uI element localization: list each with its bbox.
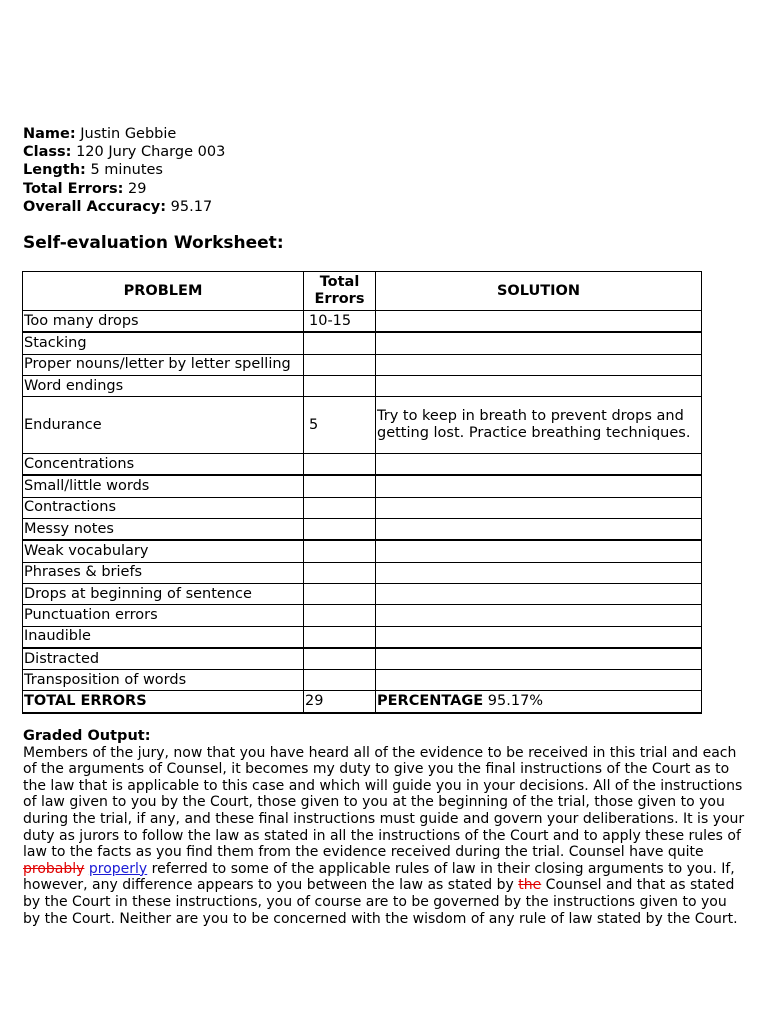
errors-cell — [304, 670, 376, 691]
total-errors-header-line2: Errors — [314, 291, 365, 307]
errors-cell — [304, 605, 376, 626]
table-header-row — [23, 272, 702, 311]
problem-cell: Inaudible — [23, 626, 304, 648]
solution-cell: Try to keep in breath to prevent drops and getting lost. Practice breathing techniques. — [376, 397, 702, 454]
problem-cell: Contractions — [23, 497, 304, 518]
inserted-word: properly — [88, 860, 148, 877]
strikethrough-word: the — [518, 877, 542, 894]
percentage-cell — [376, 691, 702, 713]
solution-cell — [376, 497, 702, 518]
name-label: Name: — [23, 126, 76, 142]
table-row — [23, 626, 702, 648]
solution-cell — [376, 454, 702, 476]
errors-cell — [304, 626, 376, 648]
table-row — [23, 583, 702, 604]
table-row — [23, 605, 702, 626]
errors-cell — [304, 497, 376, 518]
solution-cell — [376, 626, 702, 648]
accuracy-value: 95.17 — [170, 198, 213, 215]
errors-cell — [304, 375, 376, 396]
solution-cell — [376, 583, 702, 604]
length-line — [23, 161, 225, 179]
errors-cell — [304, 648, 376, 670]
solution-cell — [376, 648, 702, 670]
percentage-label: PERCENTAGE — [377, 693, 484, 710]
solution-cell — [376, 332, 702, 354]
graded-text-part-1: Members of the jury, now that you have heard all of the evidence to be received in this trial and each of the arguments of Counsel, it becomes my duty to give you the final instructions of the Court as to the law that is applicable to this case and which will guide you in your decisions. All of the instructions of law given to you by the Court, those given to you at the beginning of the trial, those given to you during the trial, if any, and these final instructions must guide and govern your deliberations. It is your duty as jurors to follow the law as stated in all the instructions of the Court and to apply these rules of law to the facts as you find them from the evidence received during the trial. Counsel have quite — [23, 744, 745, 861]
table-body — [23, 311, 702, 713]
problem-cell: Messy notes — [23, 519, 304, 541]
errors-cell — [304, 354, 376, 375]
problem-cell: Too many drops — [23, 311, 304, 333]
graded-output-title: Graded Output: — [23, 728, 151, 744]
total-errors-value: 29 — [128, 180, 147, 197]
table-row — [23, 354, 702, 375]
errors-cell — [304, 540, 376, 562]
table-row — [23, 670, 702, 691]
total-row — [23, 691, 702, 713]
class-line — [23, 143, 225, 161]
problem-header: PROBLEM — [23, 272, 304, 311]
length-value: 5 minutes — [90, 162, 163, 179]
solution-header: SOLUTION — [376, 272, 702, 311]
solution-cell — [376, 311, 702, 333]
name-value: Justin Gebbie — [80, 126, 177, 142]
table-row — [23, 562, 702, 583]
table-row — [23, 497, 702, 518]
total-errors-header-line1: Total — [319, 274, 360, 290]
problem-cell: Weak vocabulary — [23, 540, 304, 562]
table-row — [23, 454, 702, 476]
total-errors-label: TOTAL ERRORS — [24, 693, 147, 710]
errors-cell — [304, 454, 376, 476]
report-header — [23, 125, 225, 216]
errors-cell — [304, 519, 376, 541]
errors-cell — [304, 332, 376, 354]
length-label: Length: — [23, 162, 86, 179]
total-errors-header — [304, 272, 376, 311]
problem-cell: Distracted — [23, 648, 304, 670]
total-errors-label-cell — [23, 691, 304, 713]
errors-cell: 5 — [304, 397, 376, 454]
problem-cell: Concentrations — [23, 454, 304, 476]
total-errors-line — [23, 180, 225, 198]
problem-cell: Word endings — [23, 375, 304, 396]
solution-cell — [376, 540, 702, 562]
solution-cell — [376, 354, 702, 375]
percentage-value: 95.17% — [487, 693, 544, 710]
graded-text-part-2: referred to some of the applicable rules of law in their closing arguments to you. If, however, any difference appears to you between the law as stated by — [23, 860, 735, 894]
problem-cell: Drops at beginning of sentence — [23, 583, 304, 604]
solution-cell — [376, 605, 702, 626]
class-label: Class: — [23, 144, 72, 161]
table-row — [23, 375, 702, 396]
graded-output — [23, 728, 747, 927]
name-line — [23, 125, 225, 143]
problem-cell: Stacking — [23, 332, 304, 354]
problem-cell: Punctuation errors — [23, 605, 304, 626]
table-row — [23, 475, 702, 497]
solution-cell — [376, 519, 702, 541]
solution-cell — [376, 475, 702, 497]
accuracy-line — [23, 198, 225, 216]
total-errors-label: Total Errors: — [23, 180, 124, 197]
worksheet-title: Self-evaluation Worksheet: — [23, 233, 284, 253]
problem-cell: Transposition of words — [23, 670, 304, 691]
table-row — [23, 311, 702, 333]
errors-cell — [304, 475, 376, 497]
errors-cell — [304, 562, 376, 583]
total-errors-value-cell: 29 — [304, 691, 376, 713]
problem-cell: Phrases & briefs — [23, 562, 304, 583]
table-row — [23, 332, 702, 354]
errors-cell: 10-15 — [304, 311, 376, 333]
solution-cell — [376, 562, 702, 583]
table-row — [23, 648, 702, 670]
table-row — [23, 397, 702, 454]
strikethrough-word: probably — [23, 860, 85, 877]
solution-cell — [376, 375, 702, 396]
table-row — [23, 540, 702, 562]
errors-cell — [304, 583, 376, 604]
solution-cell — [376, 670, 702, 691]
problem-cell: Endurance — [23, 397, 304, 454]
table-row — [23, 519, 702, 541]
problem-cell: Proper nouns/letter by letter spelling — [23, 354, 304, 375]
self-evaluation-table — [22, 271, 702, 714]
accuracy-label: Overall Accuracy: — [23, 198, 167, 215]
graded-text-part-3: Counsel and that as stated by the Court in these instructions, you of course are to be governed by the instructions given to you by the Court. Neither are you to be concerned with the wisdom of any rule of law stated by the Court. — [23, 877, 738, 927]
problem-cell: Small/little words — [23, 475, 304, 497]
class-value: 120 Jury Charge 003 — [76, 144, 226, 161]
